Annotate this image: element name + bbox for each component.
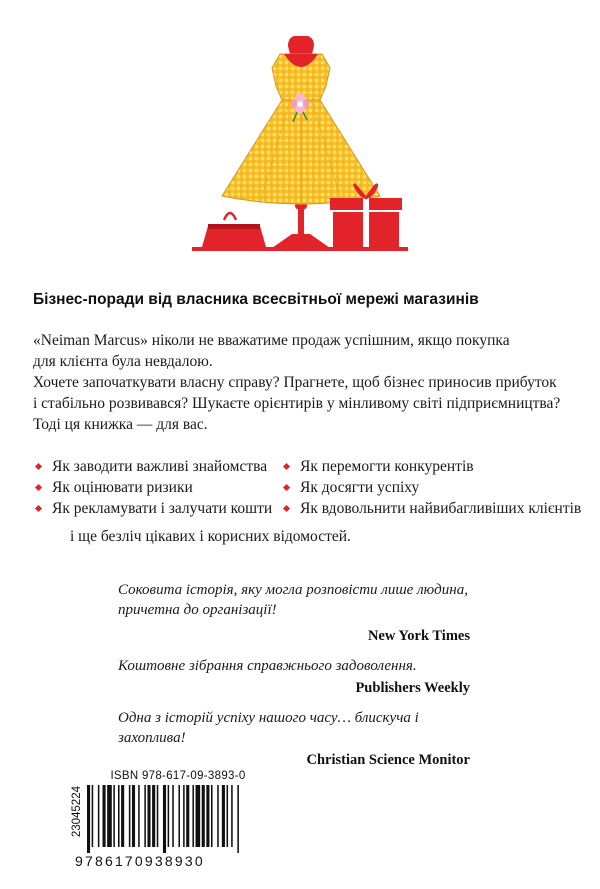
intro-line: Хочете започаткувати власну справу? Прагнете, щоб бізнес приносив прибуток — [33, 374, 557, 391]
barcode-bar — [121, 785, 124, 847]
quote-text: Соковита історія, яку могла розповісти лише людина, — [118, 582, 468, 598]
bullet-text: Як досягти успіху — [300, 479, 420, 496]
quote-text: Коштовне зібрання справжнього задоволення. — [118, 658, 417, 674]
quote-text: Одна з історій успіху нашого часу… блискуча і захоплива! — [118, 710, 419, 746]
barcode-bar — [237, 785, 239, 853]
bullet-text: Як оцінювати ризики — [52, 479, 193, 496]
headline: Бізнес-поради від власника всесвітньої мережі магазинів — [33, 291, 479, 308]
bullet-text: Як заводити важливі знайомства — [52, 458, 268, 475]
isbn-barcode — [73, 770, 283, 870]
quote-source: Publishers Weekly — [355, 680, 470, 696]
barcode-bar — [107, 785, 112, 847]
barcode-bar — [178, 785, 180, 847]
barcode-bar — [118, 785, 120, 847]
review-quote — [118, 708, 478, 770]
bullet-item — [33, 456, 283, 477]
diamond-bullet-icon — [35, 484, 42, 491]
bullet-column-right — [281, 456, 591, 519]
barcode-bar — [138, 785, 140, 847]
barcode-bar — [186, 785, 189, 847]
barcode-bar — [147, 785, 150, 847]
diamond-bullet-icon — [283, 463, 290, 470]
bullet-item — [33, 498, 283, 519]
barcode-bar — [196, 785, 201, 847]
barcode-bar — [87, 785, 90, 853]
quote-source: Christian Science Monitor — [306, 752, 470, 768]
mannequin-neck — [288, 36, 314, 54]
barcode-addon-text: 23045224 — [71, 786, 83, 838]
handbag — [202, 213, 266, 247]
barcode-bar — [183, 785, 185, 847]
review-quote — [118, 580, 478, 646]
bullet-item — [33, 477, 283, 498]
review-quotes — [118, 580, 478, 780]
intro-line: Тоді ця книжка — для вас. — [33, 416, 208, 433]
barcode-addon — [71, 786, 85, 856]
bullet-column-left — [33, 456, 283, 519]
barcode-bar — [92, 785, 94, 847]
barcode-bar — [231, 785, 233, 847]
barcode-bar — [98, 785, 100, 847]
barcode-bar — [172, 785, 174, 847]
barcode-bar — [132, 785, 135, 847]
barcode-bar — [152, 785, 155, 847]
barcode-bar — [227, 785, 229, 847]
bullet-text: Як перемогти конкурентів — [300, 458, 474, 475]
barcode-bar — [113, 785, 115, 847]
bullet-text: Як вдовольнити найвибагливіших клієнтів — [300, 500, 582, 517]
review-quote — [118, 656, 478, 698]
intro-text — [33, 330, 578, 435]
diamond-bullet-icon — [283, 484, 290, 491]
barcode-bar — [202, 785, 205, 847]
barcode-bars — [85, 785, 283, 853]
more-text: і ще безліч цікавих і корисних відомостей. — [70, 528, 351, 545]
intro-line: і стабільно розвивався? Шукаєте орієнтирів у мінливому світі підприємництва? — [33, 395, 561, 412]
bullet-item — [281, 498, 591, 519]
barcode-bar — [103, 785, 106, 847]
quote-text: причетна до організації! — [118, 602, 277, 618]
barcode-bar — [192, 785, 194, 847]
bullet-item — [281, 456, 591, 477]
isbn-text: ISBN 978-617-09-3893-0 — [110, 770, 246, 782]
bullet-item — [281, 477, 591, 498]
diamond-bullet-icon — [35, 505, 42, 512]
barcode-bar — [206, 785, 209, 847]
intro-line: «Neiman Marcus» ніколи не вважатиме продаж успішним, якщо покупка — [33, 332, 510, 349]
barcode-bar — [144, 785, 146, 847]
ean-digits: 9786170938930 — [75, 853, 205, 869]
intro-line: для клієнта була невдалою. — [33, 353, 213, 370]
barcode-bar — [129, 785, 131, 847]
barcode-bar — [168, 785, 170, 847]
barcode-bar — [163, 785, 166, 853]
diamond-bullet-icon — [283, 505, 290, 512]
diamond-bullet-icon — [35, 463, 42, 470]
barcode-bar — [217, 785, 219, 847]
quote-source: New York Times — [367, 628, 470, 644]
dress — [222, 54, 380, 206]
cover-illustration — [180, 28, 420, 268]
barcode-bar — [222, 785, 225, 847]
bullet-text: Як рекламувати і залучати кошти — [52, 500, 273, 517]
barcode-bar — [157, 785, 159, 847]
barcode-bar — [211, 785, 213, 847]
